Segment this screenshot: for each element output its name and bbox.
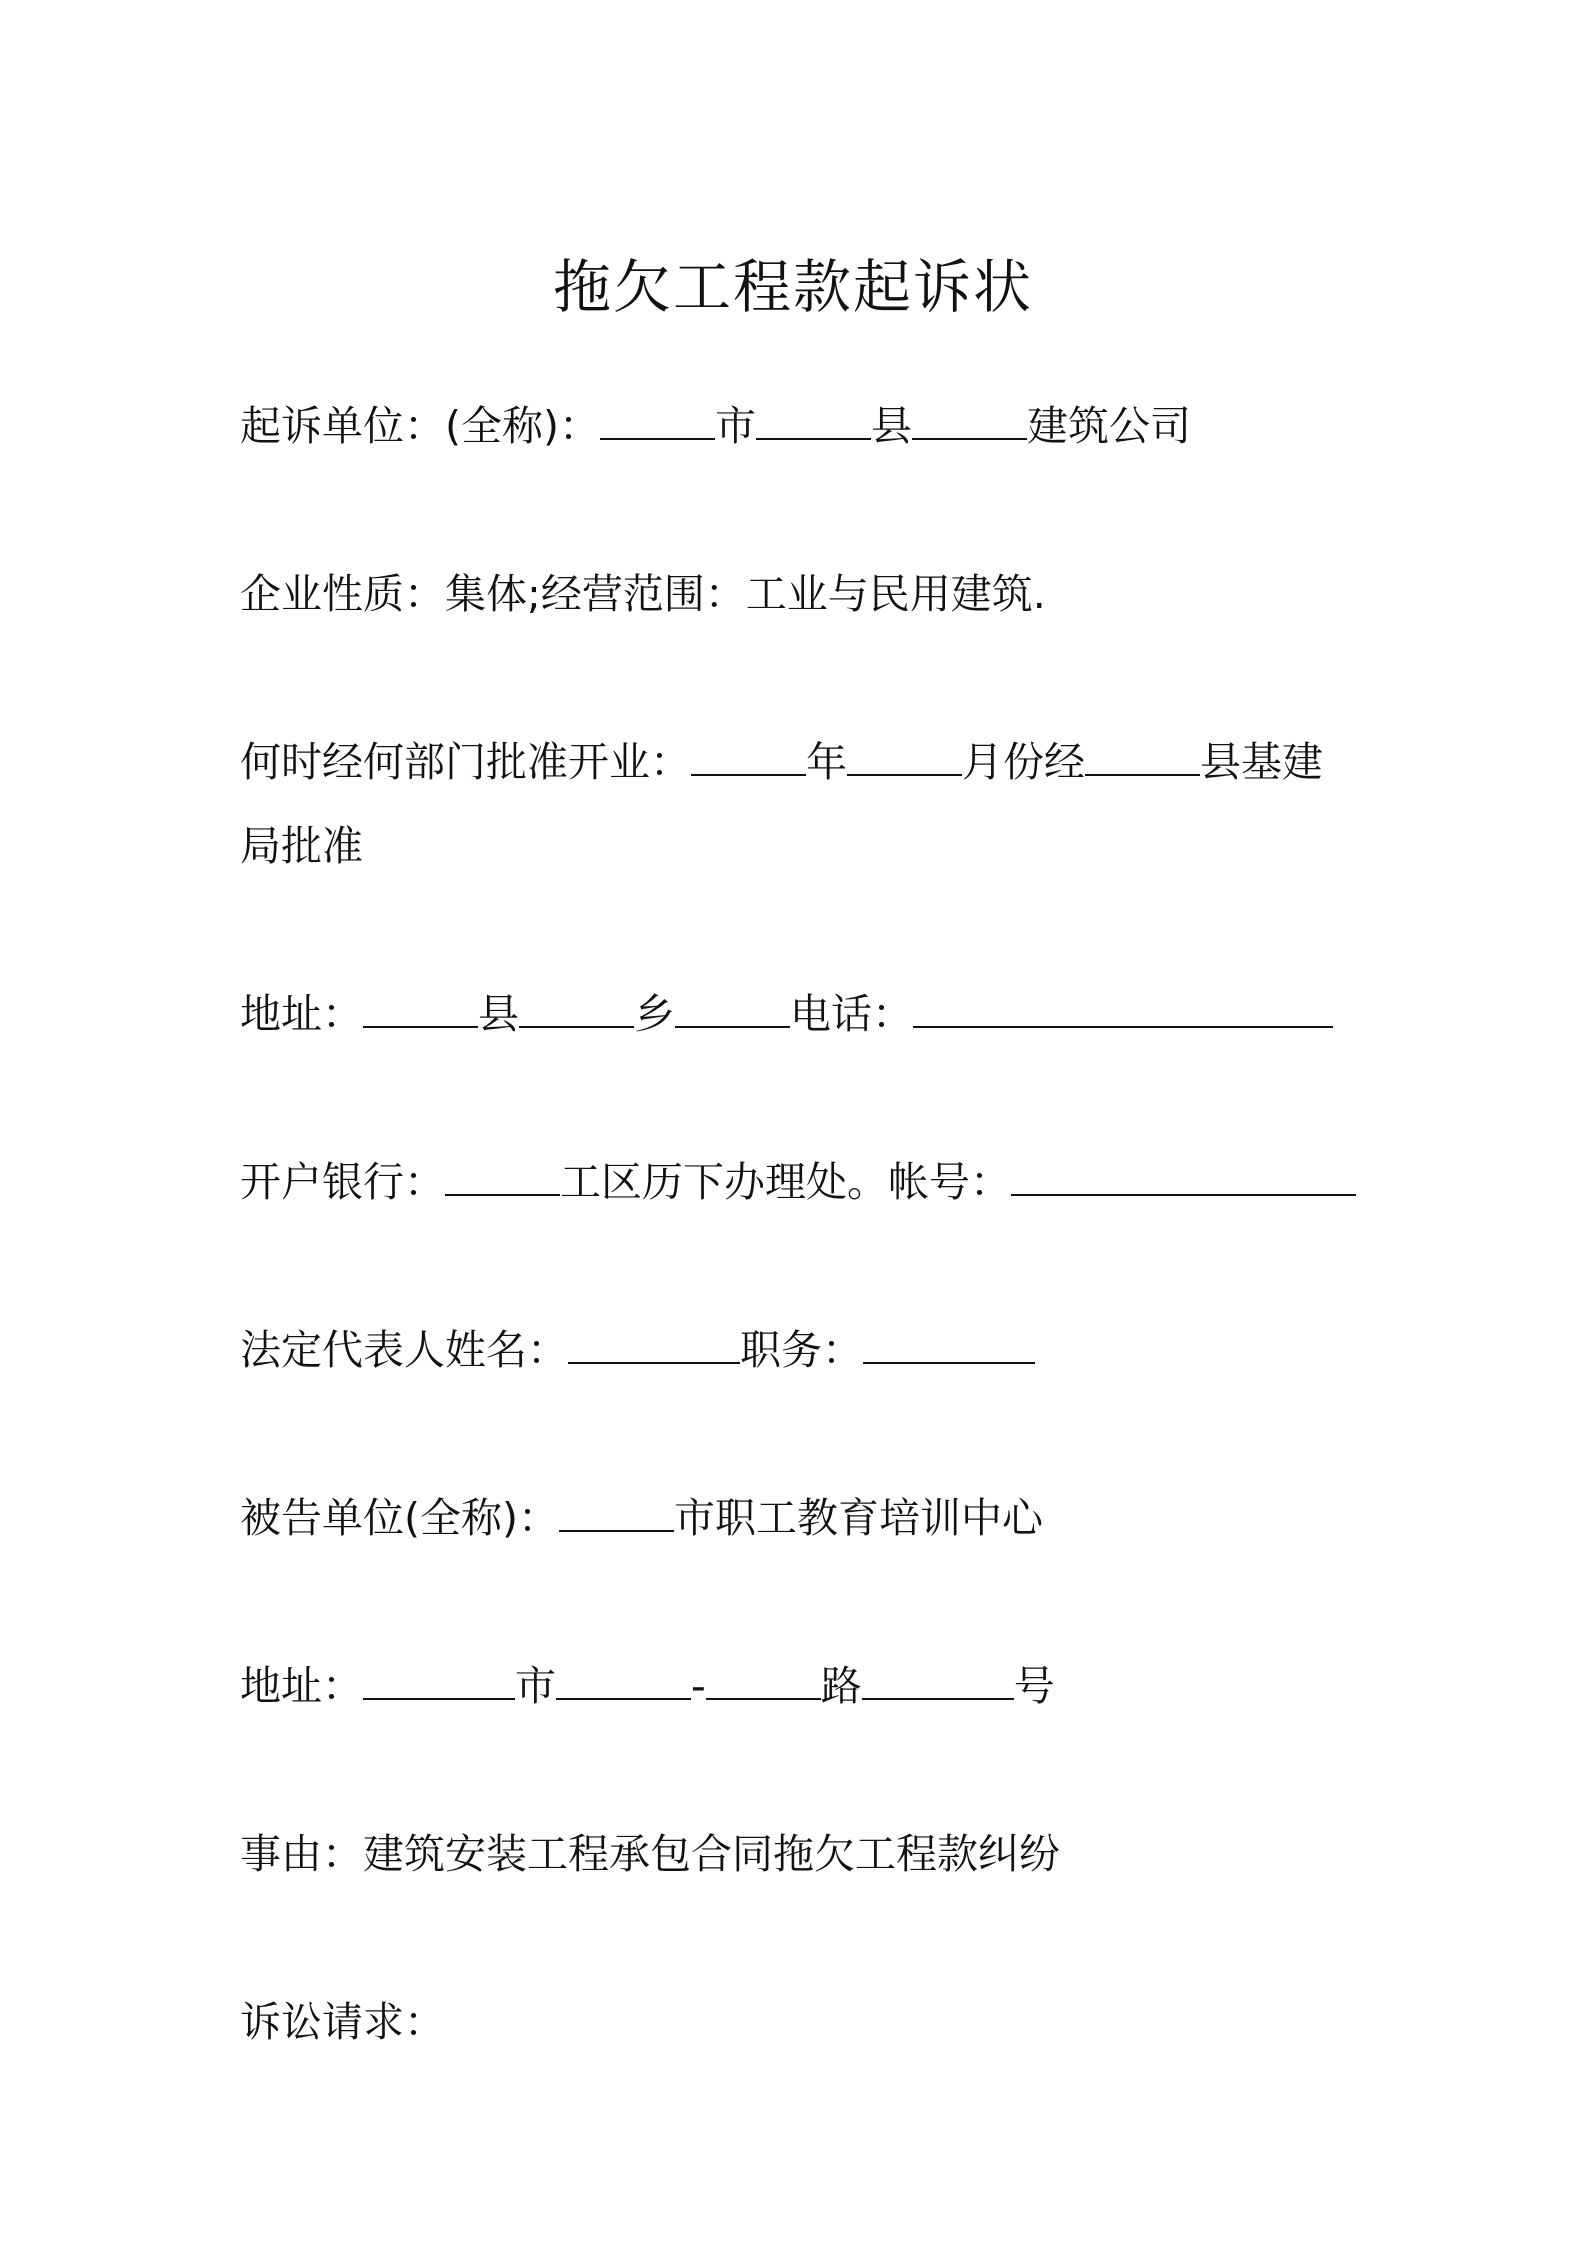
address2-district-blank [556,1658,691,1700]
plaintiff-city-suffix: 市 [715,402,756,450]
address1-township-suffix: 乡 [634,990,675,1038]
address1-county-blank [363,986,478,1028]
address2-province-blank [363,1658,515,1700]
address1-phone-blank [913,986,1333,1028]
representative-label: 法定代表人姓名： [240,1326,568,1374]
approval-county-suffix: 县基建 [1200,738,1323,786]
address2-road-suffix: 路 [820,1662,862,1710]
defendant-line [240,1490,1043,1546]
claims-label: 诉讼请求： [240,1998,445,2046]
bank-line [240,1154,1356,1210]
address2-label: 地址： [240,1662,363,1710]
plaintiff-county-blank [756,398,871,440]
address1-township-blank [519,986,634,1028]
cause-line [240,1826,1060,1882]
document-title: 拖欠工程款起诉状 [552,253,1033,321]
bank-branch-blank [445,1154,560,1196]
address2-number-blank [862,1658,1014,1700]
representative-position-blank [863,1322,1035,1364]
representative-name-blank [568,1322,740,1364]
approval-county-blank [1085,734,1200,776]
enterprise-line [240,566,1046,622]
plaintiff-city-blank [600,398,715,440]
address2-line [240,1658,1055,1714]
plaintiff-label: 起诉单位：(全称)： [240,402,600,450]
approval-month-suffix: 月份经 [962,738,1085,786]
plaintiff-line [240,398,1191,454]
plaintiff-company-suffix: 建筑公司 [1027,402,1191,450]
approval-continuation-line [240,818,363,874]
address2-dash: - [691,1662,706,1710]
approval-label: 何时经何部门批准开业： [240,738,691,786]
address2-number-suffix: 号 [1013,1662,1055,1710]
approval-month-blank [847,734,962,776]
plaintiff-county-suffix: 县 [871,402,912,450]
representative-line [240,1322,1035,1378]
plaintiff-company-blank [912,398,1027,440]
address2-city-suffix: 市 [515,1662,556,1710]
address2-road-blank [706,1658,821,1700]
bank-account-blank [1011,1154,1356,1196]
approval-continuation: 局批准 [240,822,363,870]
representative-position-label: 职务： [740,1326,863,1374]
cause-text: 事由：建筑安装工程承包合同拖欠工程款纠纷 [240,1830,1060,1878]
bank-branch-suffix: 工区历下办理处。帐号： [560,1158,1011,1206]
defendant-city-blank [559,1490,674,1532]
address1-phone-label: 电话： [790,990,913,1038]
bank-label: 开户银行： [240,1158,445,1206]
address1-label: 地址： [240,990,363,1038]
enterprise-text: 企业性质：集体;经营范围：工业与民用建筑. [240,570,1046,618]
claims-line [240,1994,445,2050]
defendant-label: 被告单位(全称)： [240,1494,559,1542]
approval-line [240,734,1323,790]
approval-year-blank [691,734,806,776]
address1-line [240,986,1333,1042]
approval-year-suffix: 年 [806,738,847,786]
address1-county-suffix: 县 [478,990,519,1038]
address1-village-blank [675,986,790,1028]
defendant-name-suffix: 市职工教育培训中心 [674,1494,1043,1542]
